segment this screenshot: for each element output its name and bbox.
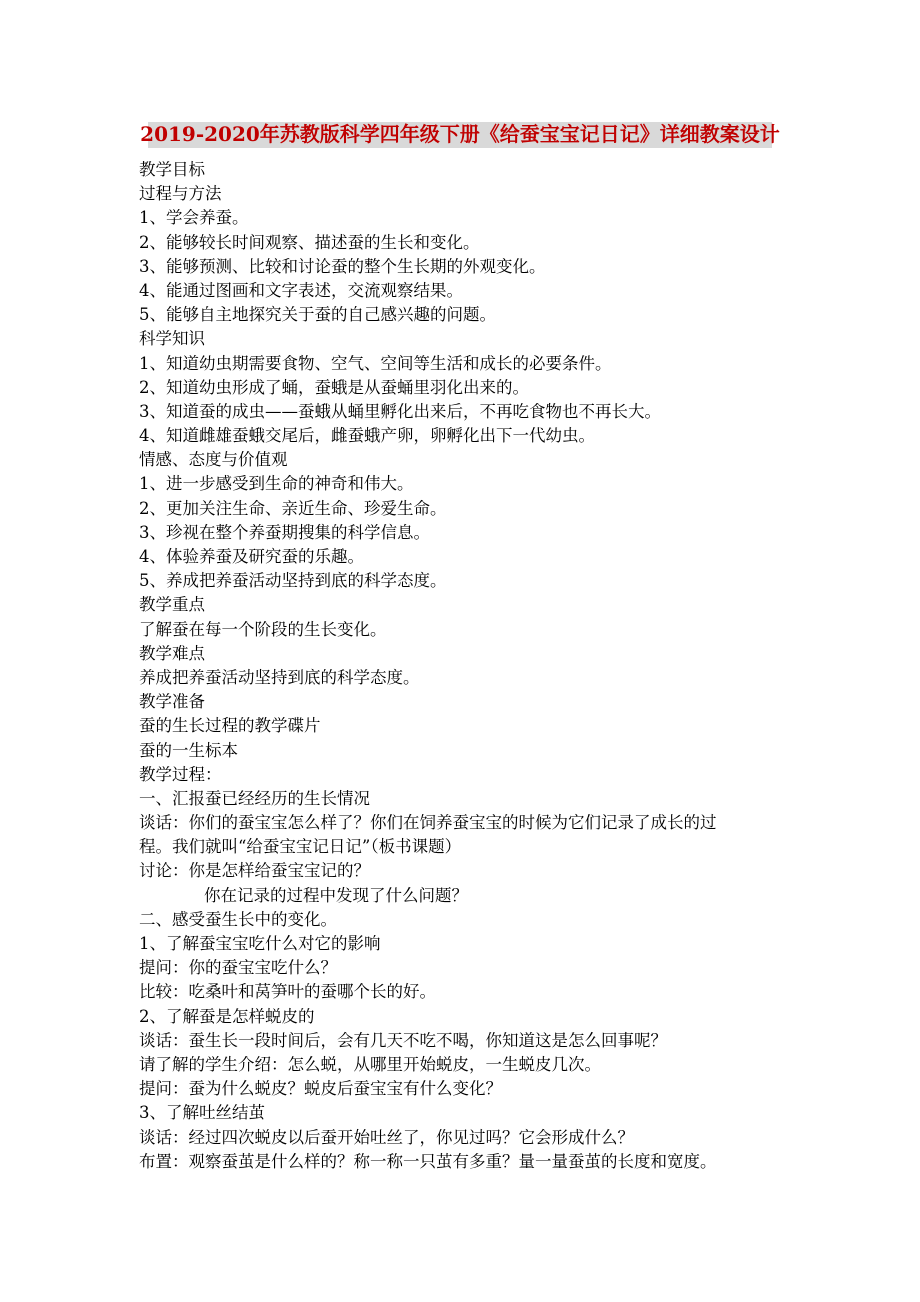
section-heading: 教学过程： (139, 764, 222, 784)
body-line: 1、进一步感受到生命的神奇和伟大。 (139, 474, 414, 494)
body-line: 3、知道蚕的成虫——蚕蛾从蛹里孵化出来后，不再吃食物也不再长大。 (139, 401, 661, 421)
body-line: 4、知道雌雄蚕蛾交尾后，雌蚕蛾产卵，卵孵化出下一代幼虫。 (139, 426, 595, 446)
body-line: 提问：你的蚕宝宝吃什么？ (139, 958, 337, 978)
body-line: 2、了解蚕是怎样蜕皮的 (139, 1006, 315, 1026)
body-line: 谈话：蚕生长一段时间后，会有几天不吃不喝，你知道这是怎么回事呢？ (139, 1030, 667, 1050)
subsection-heading: 二、感受蚕生长中的变化。 (139, 909, 337, 929)
body-line: 2、更加关注生命、亲近生命、珍爱生命。 (139, 498, 447, 518)
subsection-heading: 情感、态度与价值观 (139, 450, 288, 470)
body-line: 请了解的学生介绍：怎么蜕，从哪里开始蜕皮，一生蜕皮几次。 (139, 1054, 601, 1074)
section-heading: 教学目标 (139, 160, 205, 179)
body-line: 1、了解蚕宝宝吃什么对它的影响 (139, 934, 381, 953)
body-line: 蚕的一生标本 (139, 740, 238, 760)
body-line-indented: 你在记录的过程中发现了什么问题？ (204, 885, 468, 905)
body-line: 3、能够预测、比较和讨论蚕的整个生长期的外观变化。 (139, 256, 546, 276)
body-line: 4、能通过图画和文字表述，交流观察结果。 (139, 280, 463, 300)
section-heading: 教学准备 (139, 692, 205, 712)
body-line: 提问：蚕为什么蜕皮？蜕皮后蚕宝宝有什么变化？ (139, 1079, 502, 1099)
document-body (139, 158, 799, 1174)
body-line: 比较：吃桑叶和莴笋叶的蚕哪个长的好。 (139, 982, 436, 1002)
body-line: 讨论：你是怎样给蚕宝宝记的？ (139, 861, 370, 881)
body-line: 谈话：经过四次蜕皮以后蚕开始吐丝了，你见过吗？它会形成什么？ (139, 1127, 634, 1147)
body-line: 蚕的生长过程的教学碟片 (139, 716, 321, 736)
body-line: 2、能够较长时间观察、描述蚕的生长和变化。 (139, 232, 480, 252)
subsection-heading: 科学知识 (139, 329, 205, 349)
body-line: 4、体验养蚕及研究蚕的乐趣。 (139, 547, 364, 566)
body-line: 布置：观察蚕茧是什么样的？称一称一只茧有多重？量一量蚕茧的长度和宽度。 (139, 1151, 717, 1171)
body-line: 1、学会养蚕。 (139, 208, 249, 228)
section-heading: 教学重点 (139, 595, 205, 615)
subsection-heading: 一、汇报蚕已经经历的生长情况 (139, 788, 370, 808)
body-line: 了解蚕在每一个阶段的生长变化。 (139, 619, 387, 639)
body-line: 3、珍视在整个养蚕期搜集的科学信息。 (139, 522, 430, 542)
body-line: 养成把养蚕活动坚持到底的科学态度。 (139, 667, 420, 687)
body-line: 谈话：你们的蚕宝宝怎么样了？你们在饲养蚕宝宝的时候为它们记录了成长的过 (139, 813, 717, 833)
body-line: 5、养成把养蚕活动坚持到底的科学态度。 (139, 571, 447, 591)
body-line: 5、能够自主地探究关于蚕的自己感兴趣的问题。 (139, 305, 496, 325)
body-line: 程。我们就叫“给蚕宝宝记日记”（板书课题） (139, 837, 462, 857)
document-title: 2019-2020年苏教版科学四年级下册《给蚕宝宝记日记》详细教案设计 (140, 122, 780, 146)
body-line: 2、知道幼虫形成了蛹，蚕蛾是从蚕蛹里羽化出来的。 (139, 377, 529, 397)
body-line: 1、知道幼虫期需要食物、空气、空间等生活和成长的必要条件。 (139, 353, 612, 373)
body-line: 3、了解吐丝结茧 (139, 1103, 265, 1123)
subsection-heading: 过程与方法 (139, 184, 222, 204)
section-heading: 教学难点 (139, 643, 205, 663)
